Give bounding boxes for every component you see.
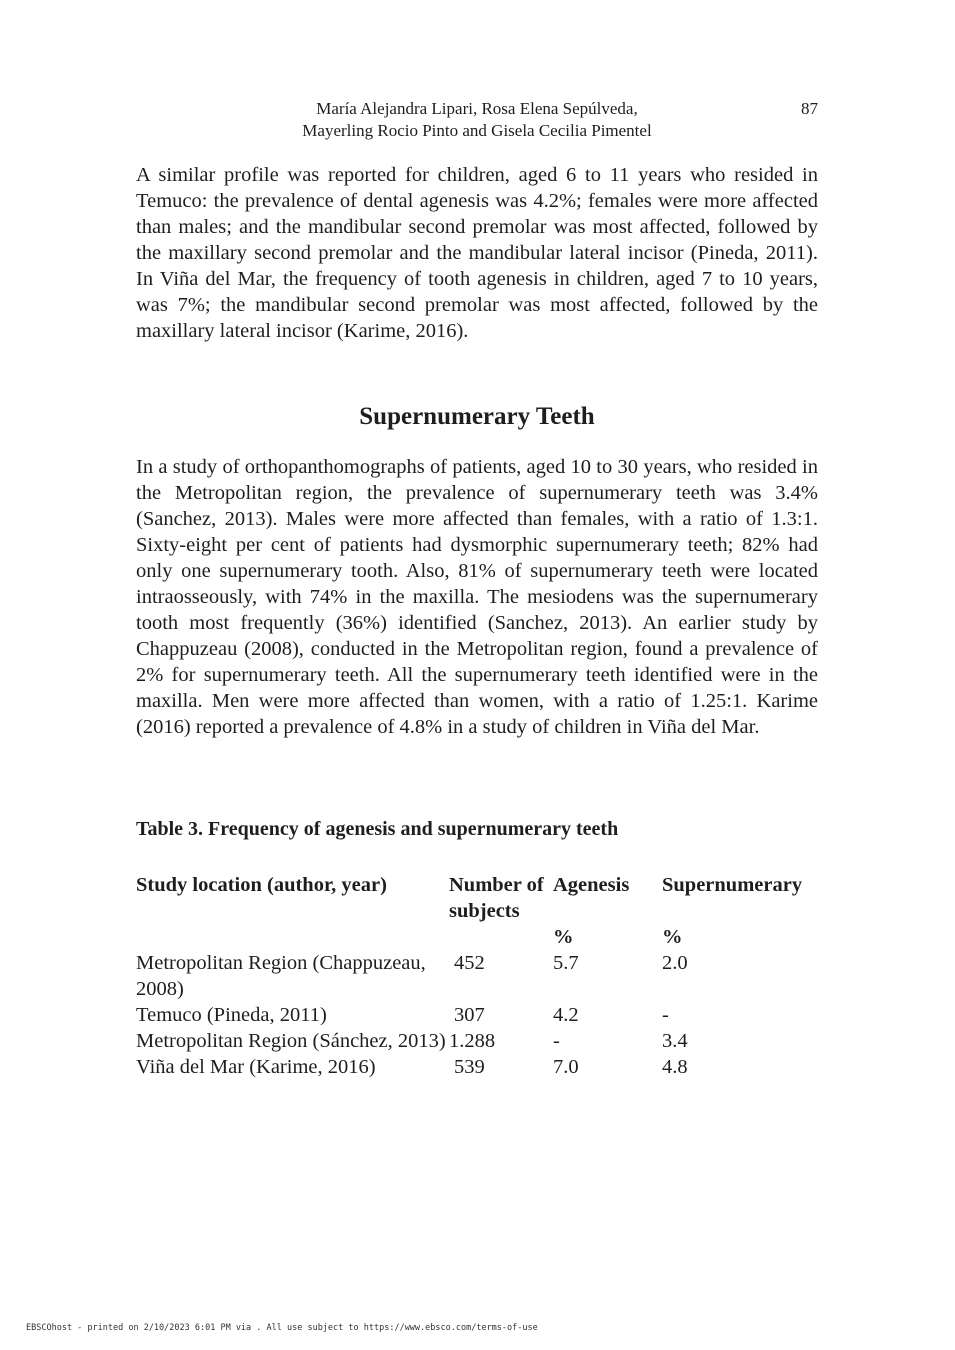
cell-agenesis: 7.0 [553, 1056, 579, 1078]
cell-supernumerary: 3.4 [662, 1030, 688, 1052]
unit-agenesis-percent: % [553, 926, 574, 948]
page-number: 87 [801, 99, 818, 118]
table-row [136, 1002, 822, 1028]
header-authors-line-2: Mayerling Rocio Pinto and Gisela Cecilia Pimentel [302, 121, 652, 140]
table-row [136, 950, 822, 1002]
table-row [136, 1028, 822, 1054]
table-unit-row [136, 924, 822, 950]
unit-blank [449, 924, 553, 950]
running-header [136, 98, 818, 142]
header-number-of-subjects: Number of subjects [449, 874, 544, 922]
header-authors-line-1: María Alejandra Lipari, Rosa Elena Sepúlveda, [316, 99, 638, 118]
cell-supernumerary: 4.8 [662, 1056, 688, 1078]
unit-supernumerary-percent: % [662, 926, 683, 948]
table-row [136, 1054, 822, 1080]
cell-location: Metropolitan Region (Chappuzeau, 2008) [136, 952, 426, 1000]
body-paragraph-supernumerary: In a study of orthopanthomographs of patients, aged 10 to 30 years, who resided in the Metropolitan region, the prevalence of supernumerary teeth was 3.4% (Sanchez, 2013). Males were more affected than females, with a ratio of 1.3:1. Sixty-eight per cent of patients had dysmorphic supernumerary teeth; 82% had only one supernumerary tooth. Also, 81% of supernumerary teeth were located intraosseously, with 74% in the maxilla. The mesiodens was the supernumerary tooth most frequently (36%) identified (Sanchez, 2013). An earlier study by Chappuzeau (2008), conducted in the Metropolitan region, found a prevalence of 2% for supernumerary teeth. All the supernumerary teeth identified were in the maxilla. Men were more affected than women, with a ratio of 1.25:1. Karime (2016) reported a prevalence of 4.8% in a study of children in Viña del Mar. [136, 456, 818, 738]
cell-agenesis: 5.7 [553, 952, 579, 974]
header-supernumerary: Supernumerary [662, 874, 803, 896]
table-header-row [136, 872, 822, 924]
cell-number: 539 [454, 1056, 485, 1078]
cell-supernumerary: - [662, 1004, 669, 1026]
body-paragraph-agenesis: A similar profile was reported for children, aged 6 to 11 years who resided in Temuco: the prevalence of dental agenesis was 4.2%; females were more affected than males; and the mandibular second premolar was most affected, followed by the maxillary second premolar and the mandibular lateral incisor (Pineda, 2011). In Viña del Mar, the frequency of tooth agenesis in children, aged 7 to 10 years, was 7%; the mandibular second premolar was most affected, followed by the maxillary lateral incisor (Karime, 2016). [136, 164, 818, 342]
cell-agenesis: - [553, 1030, 560, 1052]
cell-number: 452 [454, 952, 485, 974]
unit-blank [136, 924, 449, 950]
cell-number: 307 [454, 1004, 485, 1026]
cell-agenesis: 4.2 [553, 1004, 579, 1026]
cell-location: Metropolitan Region (Sánchez, 2013) [136, 1030, 446, 1052]
frequency-table [136, 872, 822, 1080]
cell-supernumerary: 2.0 [662, 952, 688, 974]
ebsco-footer: EBSCOhost - printed on 2/10/2023 6:01 PM via . All use subject to https://www.ebsco.com/terms-of-use [26, 1323, 538, 1333]
header-agenesis: Agenesis [553, 874, 630, 896]
cell-location: Temuco (Pineda, 2011) [136, 1004, 327, 1026]
cell-location: Viña del Mar (Karime, 2016) [136, 1056, 376, 1078]
cell-number: 1.288 [449, 1030, 496, 1052]
section-heading: Supernumerary Teeth [359, 403, 595, 430]
table-caption: Table 3. Frequency of agenesis and supernumerary teeth [136, 818, 619, 840]
header-study-location: Study location (author, year) [136, 874, 387, 896]
